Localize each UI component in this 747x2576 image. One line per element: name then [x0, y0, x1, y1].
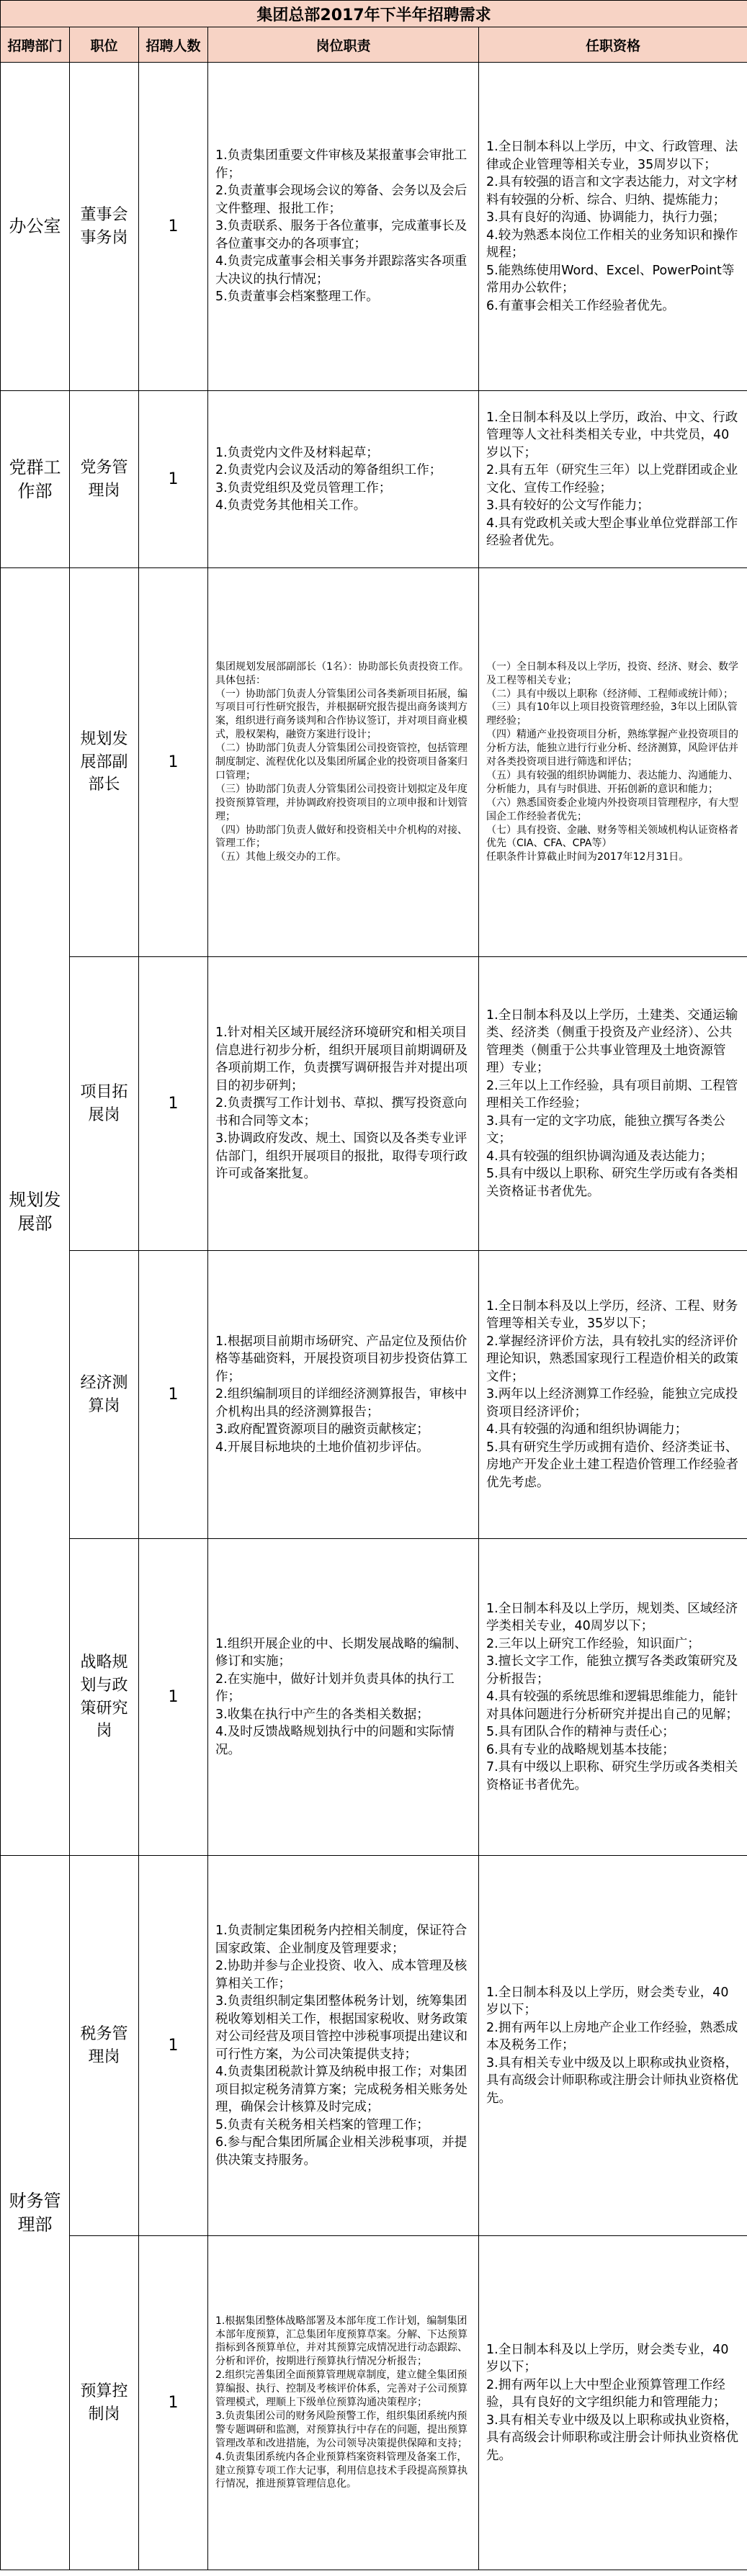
- header-row: [1, 27, 747, 63]
- table-row: [1, 63, 747, 391]
- count-cell: 1: [139, 391, 208, 568]
- count-cell: 1: [139, 957, 208, 1251]
- department-cell: 规划发展部: [1, 568, 70, 1856]
- header-duties: 岗位职责: [208, 27, 479, 63]
- count-cell: 1: [139, 63, 208, 391]
- requirements-cell: 1.全日制本科及以上学历，规划类、区域经济学类相关专业，40周岁以下； 2.三年以上研究工作经验，知识面广； 3.擅长文字工作，能独立撰写各类政策研究及分析报告； 4.具有较强的系统思维和逻辑思维能力，能针对具体问题进行分析研究并提出自己的见解； 5.具有团队合作的精神与责任心； 6.具有专业的战略规划基本技能； 7.具有中级以上职称、研究生学历或各类相关资格证书者优先。: [479, 1539, 747, 1856]
- header-position: 职位: [70, 27, 139, 63]
- department-cell: 办公室: [1, 63, 70, 391]
- requirements-cell: 1.全日制本科及以上学历，财会类专业，40岁以下； 2.拥有两年以上大中型企业预算管理工作经验，具有良好的文字组织能力和管理能力； 3.具有相关专业中级及以上职称或执业资格，具有高级会计师职称或注册会计师执业资格优先。: [479, 2236, 747, 2570]
- position-cell: 董事会事务岗: [70, 63, 139, 391]
- position-cell: 经济测算岗: [70, 1251, 139, 1539]
- table-row: [1, 957, 747, 1251]
- duties-cell: 1.负责集团重要文件审核及某报董事会审批工作； 2.负责董事会现场会议的筹备、会务以及会后文件整理、报批工作； 3.负责联系、服务于各位董事，完成董事长及各位董事交办的各项事宜； 4.负责完成董事会相关事务并跟踪落实各项重大决议的执行情况； 5.负责董事会档案整理工作。: [208, 63, 479, 391]
- count-cell: 1: [139, 1251, 208, 1539]
- count-cell: 1: [139, 1856, 208, 2236]
- position-cell: 战略规划与政策研究岗: [70, 1539, 139, 1856]
- duties-cell: 1.负责党内文件及材料起草； 2.负责党内会议及活动的筹备组织工作； 3.负责党组织及党员管理工作； 4.负责党务其他相关工作。: [208, 391, 479, 568]
- table-row: [1, 1539, 747, 1856]
- requirements-cell: 1.全日制本科及以上学历，政治、中文、行政管理等人文社科类相关专业，中共党员，40岁以下； 2.具有五年（研究生三年）以上党群团或企业文化、宣传工作经验； 3.具有较好的公文写作能力； 4.具有党政机关或大型企事业单位党群部工作经验者优先。: [479, 391, 747, 568]
- position-cell: 党务管理岗: [70, 391, 139, 568]
- count-cell: 1: [139, 2236, 208, 2570]
- duties-cell: 1.针对相关区域开展经济环境研究和相关项目信息进行初步分析，组织开展项目前期调研及各项前期工作，负责撰写调研报告并对提出项目的初步研判； 2.负责撰写工作计划书、草拟、撰写投资意向书和合同等文本； 3.协调政府发改、规土、国资以及各类专业评估部门，组织开展项目的报批，取得专项行政许可或备案批复。: [208, 957, 479, 1251]
- requirements-cell: 1.全日制本科及以上学历，土建类、交通运输类、经济类（侧重于投资及产业经济）、公共管理类（侧重于公共事业管理及土地资源管理）专业； 2.三年以上工作经验，具有项目前期、工程管理相关工作经验； 3.具有一定的文字功底，能独立撰写各类公文； 4.具有较强的组织协调沟通及表达能力； 5.具有中级以上职称、研究生学历或有各类相关资格证书者优先。: [479, 957, 747, 1251]
- position-cell: 规划发展部副部长: [70, 568, 139, 957]
- department-cell: 党群工作部: [1, 391, 70, 568]
- duties-cell: 1.组织开展企业的中、长期发展战略的编制、修订和实施； 2.在实施中，做好计划并负责具体的执行工作； 3.收集在执行中产生的各类相关数据； 4.及时反馈战略规划执行中的问题和实际情况。: [208, 1539, 479, 1856]
- position-cell: 预算控制岗: [70, 2236, 139, 2570]
- header-department: 招聘部门: [1, 27, 70, 63]
- duties-cell: 1.根据项目前期市场研究、产品定位及预估价格等基础资料，开展投资项目初步投资估算工作； 2.组织编制项目的详细经济测算报告，审核中介机构出具的经济测算报告； 3.政府配置资源项目的融资贡献核定； 4.开展目标地块的土地价值初步评估。: [208, 1251, 479, 1539]
- table-row: [1, 391, 747, 568]
- requirements-cell: 1.全日制本科及以上学历，财会类专业，40岁以下； 2.拥有两年以上房地产企业工作经验，熟悉成本及税务工作； 3.具有相关专业中级及以上职称或执业资格，具有高级会计师职称或注册会计师执业资格优先。: [479, 1856, 747, 2236]
- count-cell: 1: [139, 1539, 208, 1856]
- position-cell: 税务管理岗: [70, 1856, 139, 2236]
- table-row: [1, 2236, 747, 2570]
- requirements-cell: 1.全日制本科及以上学历，经济、工程、财务管理等相关专业，35岁以下； 2.掌握经济评价方法，具有较扎实的经济评价理论知识，熟悉国家现行工程造价相关的政策文件； 3.两年以上经济测算工作经验，能独立完成投资项目经济评价； 4.具有较强的沟通和组织协调能力； 5.具有研究生学历或拥有造价、经济类证书、房地产开发企业土建工程造价管理工作经验者优先考虑。: [479, 1251, 747, 1539]
- requirements-cell: （一）全日制本科及以上学历，投资、经济、财会、数学及工程等相关专业； （二）具有中级以上职称（经济师、工程师或统计师）； （三）具有10年以上项目投资管理经验，3年以上团队管理经验； （四）精通产业投资项目分析，熟练掌握产业投资项目的分析方法，能独立进行行业分析、经济测算，风险评估并对各类投资项目进行筛选和评估； （五）具有较强的组织协调能力、表达能力、沟通能力、分析能力，具有与时俱进、开拓创新的意识和能力； （六）熟悉国资委企业境内外投资项目管理程序，有大型国企工作经验者优先； （七）具有投资、金融、财务等相关领域机构认证资格者优先（CIA、CFA、CPA等） 任职条件计算截止时间为2017年12月31日。: [479, 568, 747, 957]
- table-row: [1, 1856, 747, 2236]
- header-requirements: 任职资格: [479, 27, 747, 63]
- duties-cell: 集团规划发展部副部长（1名）：协助部长负责投资工作。具体包括： （一）协助部门负责人分管集团公司各类新项目拓展，编写项目可行性研究报告，并根据研究报告提出商务谈判方案，组织进行商务谈判和合作协议签订，并对项目商业模式，股权架构，融资方案进行设计； （二）协助部门负责人分管集团公司投资管控，包括管理制度制定、流程优化以及集团所属企业的投资项目备案归口管理； （三）协助部门负责人分管集团公司投资计划拟定及年度投资预算管理，并协调政府投资项目的立项申报和计划管理； （四）协助部门负责人做好和投资相关中介机构的对接、管理工作； （五）其他上级交办的工作。: [208, 568, 479, 957]
- table-row: [1, 568, 747, 957]
- duties-cell: 1.根据集团整体战略部署及本部年度工作计划，编制集团本部年度预算，汇总集团年度预算草案。分解、下达预算指标到各预算单位，并对其预算完成情况进行动态跟踪、分析和评价，按期进行预算执行情况分析报告； 2.组织完善集团全面预算管理规章制度，建立健全集团预算编报、执行、控制及考核评价体系，完善对子公司预算管理模式，理顺上下级单位预算沟通决策程序； 3.负责集团公司的财务风险预警工作，组织集团系统内预警专题调研和监测，对预算执行中存在的问题，提出预算管理改革和改进措施，为公司领导决策提供保障和支持； 4.负责集团系统内各企业预算档案资料管理及备案工作，建立预算专项工作大记事，利用信息技术手段提高预算执行情况，推进预算管理信息化。: [208, 2236, 479, 2570]
- department-cell: 财务管理部: [1, 1856, 70, 2570]
- count-cell: 1: [139, 568, 208, 957]
- header-count: 招聘人数: [139, 27, 208, 63]
- table-row: [1, 1251, 747, 1539]
- requirements-cell: 1.全日制本科以上学历，中文、行政管理、法律或企业管理等相关专业，35周岁以下； 2.具有较强的语言和文字表达能力，对文字材料有较强的分析、综合、归纳、提炼能力； 3.具有良好的沟通、协调能力，执行力强； 4.较为熟悉本岗位工作相关的业务知识和操作规程； 5.能熟练使用Word、Excel、PowerPoint等常用办公软件； 6.有董事会相关工作经验者优先。: [479, 63, 747, 391]
- position-cell: 项目拓展岗: [70, 957, 139, 1251]
- duties-cell: 1.负责制定集团税务内控相关制度，保证符合国家政策、企业制度及管理要求； 2.协助并参与企业投资、收入、成本管理及核算相关工作； 3.负责组织制定集团整体税务计划，统筹集团税收筹划相关工作，根据国家税收、财务政策对公司经营及项目管控中涉税事项提出建议和可行性方案，为公司决策提供支持； 4.负责集团税款计算及纳税申报工作；对集团项目拟定税务清算方案；完成税务相关账务处理，确保会计核算及时完成； 5.负责有关税务相关档案的管理工作； 6.参与配合集团所属企业相关涉税事项，并提供决策支持服务。: [208, 1856, 479, 2236]
- table-title: 集团总部2017年下半年招聘需求: [1, 1, 747, 27]
